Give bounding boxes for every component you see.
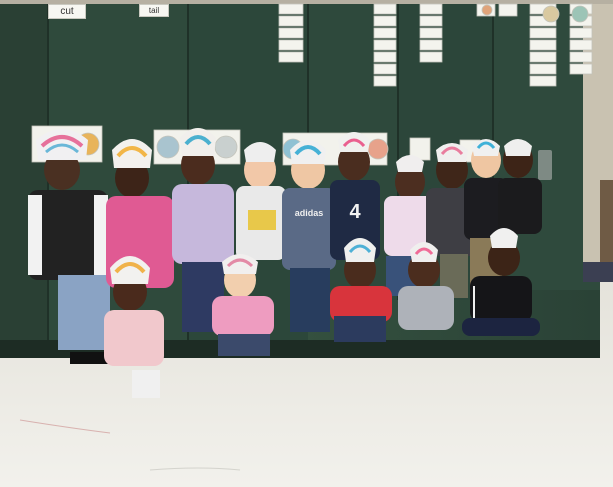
- wall-card-cut: cut: [48, 4, 86, 19]
- shirt-brand: adidas: [294, 208, 324, 218]
- wall-card-tail: tail: [139, 4, 169, 17]
- jersey-number: 4: [349, 201, 361, 223]
